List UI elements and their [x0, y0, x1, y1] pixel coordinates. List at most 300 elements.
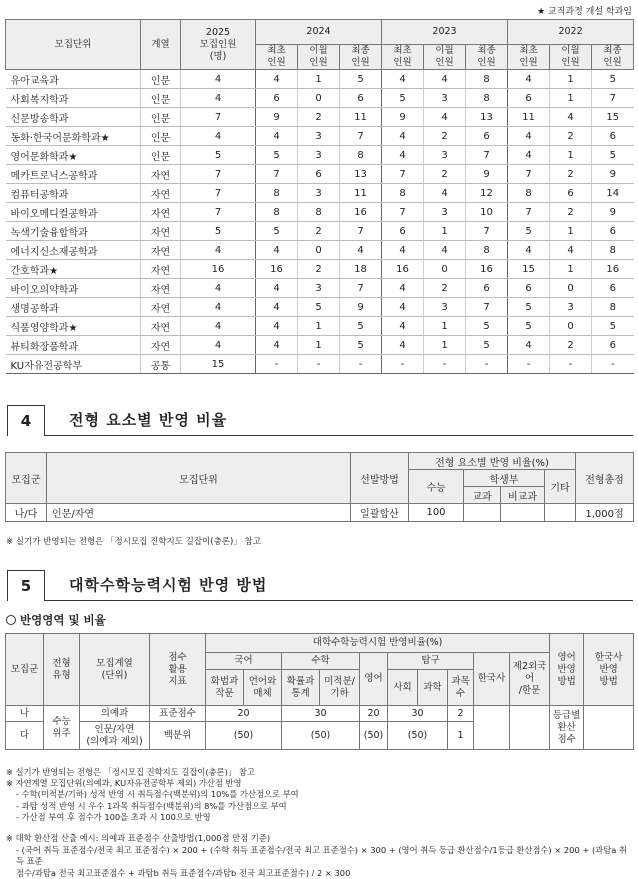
final-2024: 8	[340, 146, 382, 165]
unit-name: 유아교육과	[6, 70, 141, 89]
final-2023: 8	[466, 89, 508, 108]
initial-2024: -	[256, 355, 298, 374]
final-2022: 5	[592, 70, 634, 89]
final-2024: 7	[340, 127, 382, 146]
t3-english-na: 20	[360, 706, 388, 722]
t2-header-nonsubject: 비교과	[501, 487, 545, 504]
t2-etc	[545, 504, 576, 522]
initial-2024: 5	[256, 222, 298, 241]
additional-2022: 3	[550, 298, 592, 317]
t3-header-foreign: 제2외국어 /한문	[510, 653, 550, 706]
t2-header-suneung: 수능	[409, 470, 464, 504]
t2-header-record: 학생부	[464, 470, 545, 487]
table-row	[6, 108, 634, 127]
final-2022: 15	[592, 108, 634, 127]
additional-2023: 4	[424, 184, 466, 203]
quota-2025: 16	[181, 260, 256, 279]
final-2024: 5	[340, 317, 382, 336]
field: 자연	[141, 203, 181, 222]
t3-header-math: 수학	[282, 653, 360, 670]
t2-header-group: 모집군	[6, 453, 47, 504]
t3-header-science: 과학	[418, 670, 448, 706]
quota-2025: 4	[181, 89, 256, 108]
t3-group-na: 나	[6, 706, 44, 722]
header-initial: 최초 인원	[508, 45, 550, 70]
section-number: 5	[7, 570, 45, 601]
initial-2023: 5	[382, 89, 424, 108]
additional-2024: 1	[298, 317, 340, 336]
table-row	[6, 355, 634, 374]
additional-2022: 1	[550, 70, 592, 89]
additional-2023: 3	[424, 203, 466, 222]
subheading: 반영영역 및 비율	[6, 612, 106, 628]
note-line: - 가산점 부여 후 점수가 100을 초과 시 100으로 반영	[6, 812, 299, 823]
initial-2023: 4	[382, 146, 424, 165]
t3-header-korean: 국어	[206, 653, 282, 670]
additional-2023: 4	[424, 70, 466, 89]
additional-2023: 2	[424, 279, 466, 298]
score-formula	[6, 833, 634, 879]
additional-2023: -	[424, 355, 466, 374]
evaluation-ratio-table	[5, 452, 634, 522]
table-row	[6, 89, 634, 108]
t3-header-m2: 미적분/ 기하	[320, 670, 360, 706]
initial-2024: 4	[256, 336, 298, 355]
additional-2024: 1	[298, 336, 340, 355]
table-row	[6, 203, 634, 222]
final-2024: 18	[340, 260, 382, 279]
initial-2024: 7	[256, 165, 298, 184]
t3-header-his-method: 한국사 반영 방법	[584, 634, 634, 706]
final-2023: -	[466, 355, 508, 374]
t2-header-ratio: 전형 요소별 반영 비율(%)	[409, 453, 576, 470]
t3-math-da: (50)	[282, 722, 360, 750]
field: 자연	[141, 298, 181, 317]
table-row	[6, 260, 634, 279]
t3-subjects-na: 2	[448, 706, 474, 722]
initial-2023: 4	[382, 298, 424, 317]
t3-header-ratio: 대학수학능력시험 반영비율(%)	[206, 634, 550, 653]
t3-header-inquiry: 탐구	[388, 653, 474, 670]
initial-2022: 11	[508, 108, 550, 127]
header-field: 계열	[141, 20, 181, 70]
initial-2022: 6	[508, 279, 550, 298]
unit-name: 영어문화학과★	[6, 146, 141, 165]
final-2022: 6	[592, 336, 634, 355]
additional-2024: 3	[298, 127, 340, 146]
quota-2025: 5	[181, 146, 256, 165]
final-2022: -	[592, 355, 634, 374]
additional-2024: -	[298, 355, 340, 374]
section-4-note: ※ 실기가 반영되는 전형은 「정시모집 진학지도 길잡이(충론)」 참고	[6, 535, 261, 547]
t3-english-da: (50)	[360, 722, 388, 750]
header-2024: 2024	[256, 20, 382, 45]
t2-header-etc: 기타	[545, 470, 576, 504]
additional-2024: 2	[298, 260, 340, 279]
unit-name: 식품영양학과★	[6, 317, 141, 336]
t3-header-eng-method: 영어 반영 방법	[550, 634, 584, 706]
unit-name: 사회복지학과	[6, 89, 141, 108]
initial-2022: 4	[508, 241, 550, 260]
final-2024: 7	[340, 222, 382, 241]
final-2023: 12	[466, 184, 508, 203]
final-2022: 8	[592, 241, 634, 260]
t2-header-unit: 모집단위	[47, 453, 351, 504]
additional-2022: 1	[550, 260, 592, 279]
header-final: 최종 인원	[592, 45, 634, 70]
field: 자연	[141, 260, 181, 279]
additional-2023: 3	[424, 89, 466, 108]
initial-2022: 7	[508, 203, 550, 222]
final-2022: 5	[592, 317, 634, 336]
note-line: ※ 실기가 반영되는 전형은 「정시모집 진학지도 길잡이(충론)」 참고	[6, 767, 299, 778]
initial-2023: 4	[382, 279, 424, 298]
additional-2023: 1	[424, 317, 466, 336]
unit-name: 생명공학과	[6, 298, 141, 317]
additional-2023: 2	[424, 165, 466, 184]
field: 자연	[141, 279, 181, 298]
t2-method: 일괄합산	[351, 504, 409, 522]
header-additional: 이월 인원	[424, 45, 466, 70]
additional-2022: 1	[550, 89, 592, 108]
additional-2022: 4	[550, 108, 592, 127]
section-5-notes	[6, 767, 299, 823]
header-final: 최종 인원	[466, 45, 508, 70]
additional-2023: 0	[424, 260, 466, 279]
final-2022: 6	[592, 222, 634, 241]
t3-header-series: 모집계열 (단위)	[80, 634, 150, 706]
initial-2023: 4	[382, 127, 424, 146]
header-initial: 최초 인원	[382, 45, 424, 70]
header-2022: 2022	[508, 20, 634, 45]
t3-header-social: 사회	[388, 670, 418, 706]
final-2024: 13	[340, 165, 382, 184]
final-2024: 5	[340, 70, 382, 89]
final-2024: 9	[340, 298, 382, 317]
t3-header-score: 점수 활용 지표	[150, 634, 206, 706]
t3-series-na: 의예과	[80, 706, 150, 722]
quota-2025: 7	[181, 203, 256, 222]
final-2024: 11	[340, 108, 382, 127]
final-2022: 7	[592, 89, 634, 108]
final-2023: 5	[466, 317, 508, 336]
field: 인문	[141, 70, 181, 89]
unit-name: 컴퓨터공학과	[6, 184, 141, 203]
t2-group: 나/다	[6, 504, 47, 522]
field: 자연	[141, 317, 181, 336]
initial-2024: 8	[256, 203, 298, 222]
t2-unit: 인문/자연	[47, 504, 351, 522]
additional-2022: 2	[550, 203, 592, 222]
final-2022: 6	[592, 127, 634, 146]
initial-2024: 4	[256, 127, 298, 146]
t3-eng-method: 등급별 환산 점수	[550, 706, 584, 750]
initial-2022: 4	[508, 336, 550, 355]
initial-2023: 4	[382, 241, 424, 260]
t3-header-group: 모집군	[6, 634, 44, 706]
final-2023: 10	[466, 203, 508, 222]
field: 인문	[141, 146, 181, 165]
table-row	[6, 241, 634, 260]
unit-name: 간호학과★	[6, 260, 141, 279]
final-2022: 8	[592, 298, 634, 317]
field: 자연	[141, 165, 181, 184]
admission-quota-table	[5, 19, 634, 374]
additional-2022: -	[550, 355, 592, 374]
t3-subjects-da: 1	[448, 722, 474, 750]
initial-2023: 4	[382, 317, 424, 336]
formula-title: ※ 대학 환산점 산출 예시: 의예과 표준점수 산출방법(1,000점 만점 기준)	[6, 833, 634, 845]
table-row	[6, 336, 634, 355]
quota-2025: 4	[181, 298, 256, 317]
final-2023: 5	[466, 336, 508, 355]
final-2022: 6	[592, 279, 634, 298]
initial-2024: 4	[256, 298, 298, 317]
final-2022: 16	[592, 260, 634, 279]
circle-bullet-icon	[6, 615, 16, 625]
teaching-course-note: ★ 교직과정 개설 학과임	[537, 4, 632, 17]
t3-header-english: 영어	[360, 653, 388, 706]
t2-header-total: 전형총점	[576, 453, 634, 504]
final-2024: 4	[340, 241, 382, 260]
field: 자연	[141, 241, 181, 260]
initial-2022: 5	[508, 317, 550, 336]
additional-2024: 3	[298, 146, 340, 165]
quota-2025: 7	[181, 108, 256, 127]
note-line: - 과탐 성적 반영 시 우수 1과목 취득점수(백분위)의 8%를 가산점으로 부여	[6, 801, 299, 812]
initial-2024: 4	[256, 70, 298, 89]
t2-subject	[464, 504, 501, 522]
formula-line: - (국어 취득 표준점수/전국 최고 표준점수) × 200 + (수학 취득 표준점수/전국 최고 표준점수) × 300 + (영어 취득 등급 환산점수/1등급 환산점수) × 200 + (과탐a 취득 표준	[6, 845, 634, 868]
section-4-header	[7, 405, 633, 436]
unit-name: 뷰티화장품학과	[6, 336, 141, 355]
table-row	[6, 317, 634, 336]
additional-2023: 3	[424, 298, 466, 317]
t3-history	[474, 706, 510, 750]
t3-korean-na: 20	[206, 706, 282, 722]
initial-2022: 6	[508, 89, 550, 108]
additional-2024: 1	[298, 70, 340, 89]
formula-line: 점수/과탐a 전국 최고표준점수 + 과탐b 취득 표준점수/과탐b 전국 최고표준점수) / 2 × 300	[6, 868, 634, 879]
header-final: 최종 인원	[340, 45, 382, 70]
t3-group-da: 다	[6, 722, 44, 750]
unit-name: 바이오메디컬공학과	[6, 203, 141, 222]
note-line: - 수학(미적분/기하) 성적 반영 시 취득점수(백분위)의 10%를 가산점으로 부여	[6, 789, 299, 800]
final-2024: 6	[340, 89, 382, 108]
field: 자연	[141, 336, 181, 355]
header-initial: 최초 인원	[256, 45, 298, 70]
quota-2025: 4	[181, 279, 256, 298]
quota-2025: 7	[181, 165, 256, 184]
additional-2022: 2	[550, 336, 592, 355]
final-2022: 9	[592, 165, 634, 184]
suneung-ratio-table	[5, 633, 634, 750]
initial-2023: 7	[382, 165, 424, 184]
initial-2024: 4	[256, 317, 298, 336]
field: 공통	[141, 355, 181, 374]
initial-2024: 6	[256, 89, 298, 108]
final-2023: 6	[466, 127, 508, 146]
additional-2022: 1	[550, 146, 592, 165]
t3-inquiry-da: (50)	[388, 722, 448, 750]
t3-math-na: 30	[282, 706, 360, 722]
unit-name: 바이오의약학과	[6, 279, 141, 298]
additional-2023: 4	[424, 241, 466, 260]
final-2024: 11	[340, 184, 382, 203]
additional-2022: 0	[550, 317, 592, 336]
table-row	[6, 222, 634, 241]
table-row	[6, 279, 634, 298]
initial-2022: -	[508, 355, 550, 374]
unit-name: 신문방송학과	[6, 108, 141, 127]
initial-2022: 4	[508, 70, 550, 89]
additional-2022: 2	[550, 165, 592, 184]
initial-2022: 5	[508, 298, 550, 317]
t3-header-k1: 화법과 작문	[206, 670, 244, 706]
initial-2022: 15	[508, 260, 550, 279]
t2-suneung: 100	[409, 504, 464, 522]
header-additional: 이월 인원	[550, 45, 592, 70]
note-line: ※ 자연계열 모집단위(의예과, KU자유전공학부 제외) 가산점 반영	[6, 778, 299, 789]
unit-name: KU자유전공학부	[6, 355, 141, 374]
final-2022: 9	[592, 203, 634, 222]
initial-2023: -	[382, 355, 424, 374]
field: 인문	[141, 108, 181, 127]
initial-2023: 4	[382, 336, 424, 355]
initial-2023: 8	[382, 184, 424, 203]
initial-2023: 4	[382, 70, 424, 89]
final-2023: 13	[466, 108, 508, 127]
quota-2025: 4	[181, 241, 256, 260]
additional-2024: 6	[298, 165, 340, 184]
final-2024: 7	[340, 279, 382, 298]
additional-2024: 0	[298, 89, 340, 108]
t3-header-subjects: 과목 수	[448, 670, 474, 706]
initial-2023: 16	[382, 260, 424, 279]
additional-2022: 2	[550, 127, 592, 146]
final-2023: 16	[466, 260, 508, 279]
initial-2023: 7	[382, 203, 424, 222]
additional-2024: 5	[298, 298, 340, 317]
additional-2022: 1	[550, 222, 592, 241]
initial-2022: 4	[508, 127, 550, 146]
initial-2023: 9	[382, 108, 424, 127]
quota-2025: 15	[181, 355, 256, 374]
additional-2024: 2	[298, 222, 340, 241]
t3-korean-da: (50)	[206, 722, 282, 750]
quota-2025: 5	[181, 222, 256, 241]
final-2022: 5	[592, 146, 634, 165]
unit-name: 메카트로닉스공학과	[6, 165, 141, 184]
final-2023: 6	[466, 279, 508, 298]
additional-2023: 1	[424, 222, 466, 241]
additional-2024: 3	[298, 184, 340, 203]
additional-2023: 1	[424, 336, 466, 355]
field: 자연	[141, 222, 181, 241]
header-2023: 2023	[382, 20, 508, 45]
final-2023: 8	[466, 70, 508, 89]
t3-foreign	[510, 706, 550, 750]
table-row	[6, 127, 634, 146]
field: 인문	[141, 127, 181, 146]
unit-name: 동화·한국어문화학과★	[6, 127, 141, 146]
section-5-header	[7, 570, 633, 601]
quota-2025: 7	[181, 184, 256, 203]
t3-type: 수능 위주	[44, 706, 80, 750]
initial-2024: 16	[256, 260, 298, 279]
initial-2024: 4	[256, 279, 298, 298]
additional-2024: 8	[298, 203, 340, 222]
section-number: 4	[7, 405, 45, 436]
table-row	[6, 70, 634, 89]
final-2023: 7	[466, 146, 508, 165]
t3-header-history: 한국사	[474, 653, 510, 706]
unit-name: 녹색기술융합학과	[6, 222, 141, 241]
initial-2022: 5	[508, 222, 550, 241]
final-2024: -	[340, 355, 382, 374]
t3-series-da: 인문/자연 (의예과 제외)	[80, 722, 150, 750]
t3-inquiry-na: 30	[388, 706, 448, 722]
quota-2025: 4	[181, 70, 256, 89]
section-title: 대학수학능력시험 반영 방법	[69, 570, 267, 600]
header-additional: 이월 인원	[298, 45, 340, 70]
t3-score-da: 백분위	[150, 722, 206, 750]
table-row	[6, 298, 634, 317]
final-2022: 14	[592, 184, 634, 203]
t3-header-m1: 확률과 통계	[282, 670, 320, 706]
quota-2025: 4	[181, 127, 256, 146]
t2-header-subject: 교과	[464, 487, 501, 504]
initial-2024: 9	[256, 108, 298, 127]
t3-header-k2: 언어와 매체	[244, 670, 282, 706]
additional-2022: 6	[550, 184, 592, 203]
header-unit: 모집단위	[6, 20, 141, 70]
initial-2024: 4	[256, 241, 298, 260]
t3-his-method	[584, 706, 634, 750]
additional-2024: 3	[298, 279, 340, 298]
table-row	[6, 184, 634, 203]
additional-2023: 2	[424, 127, 466, 146]
table-row	[6, 146, 634, 165]
t3-score-na: 표준점수	[150, 706, 206, 722]
section-title: 전형 요소별 반영 비율	[69, 405, 227, 435]
header-2025: 2025 모집인원 (명)	[181, 20, 256, 70]
t2-nonsubject	[501, 504, 545, 522]
final-2023: 7	[466, 298, 508, 317]
additional-2022: 4	[550, 241, 592, 260]
additional-2022: 0	[550, 279, 592, 298]
t3-header-type: 전형 유형	[44, 634, 80, 706]
t2-total: 1,000점	[576, 504, 634, 522]
initial-2024: 5	[256, 146, 298, 165]
quota-2025: 4	[181, 336, 256, 355]
initial-2022: 7	[508, 165, 550, 184]
t2-header-method: 선발방법	[351, 453, 409, 504]
final-2023: 7	[466, 222, 508, 241]
additional-2024: 0	[298, 241, 340, 260]
initial-2023: 6	[382, 222, 424, 241]
final-2023: 8	[466, 241, 508, 260]
initial-2022: 8	[508, 184, 550, 203]
additional-2024: 2	[298, 108, 340, 127]
initial-2024: 8	[256, 184, 298, 203]
final-2023: 9	[466, 165, 508, 184]
initial-2022: 4	[508, 146, 550, 165]
final-2024: 16	[340, 203, 382, 222]
field: 자연	[141, 184, 181, 203]
additional-2023: 4	[424, 108, 466, 127]
quota-2025: 4	[181, 317, 256, 336]
